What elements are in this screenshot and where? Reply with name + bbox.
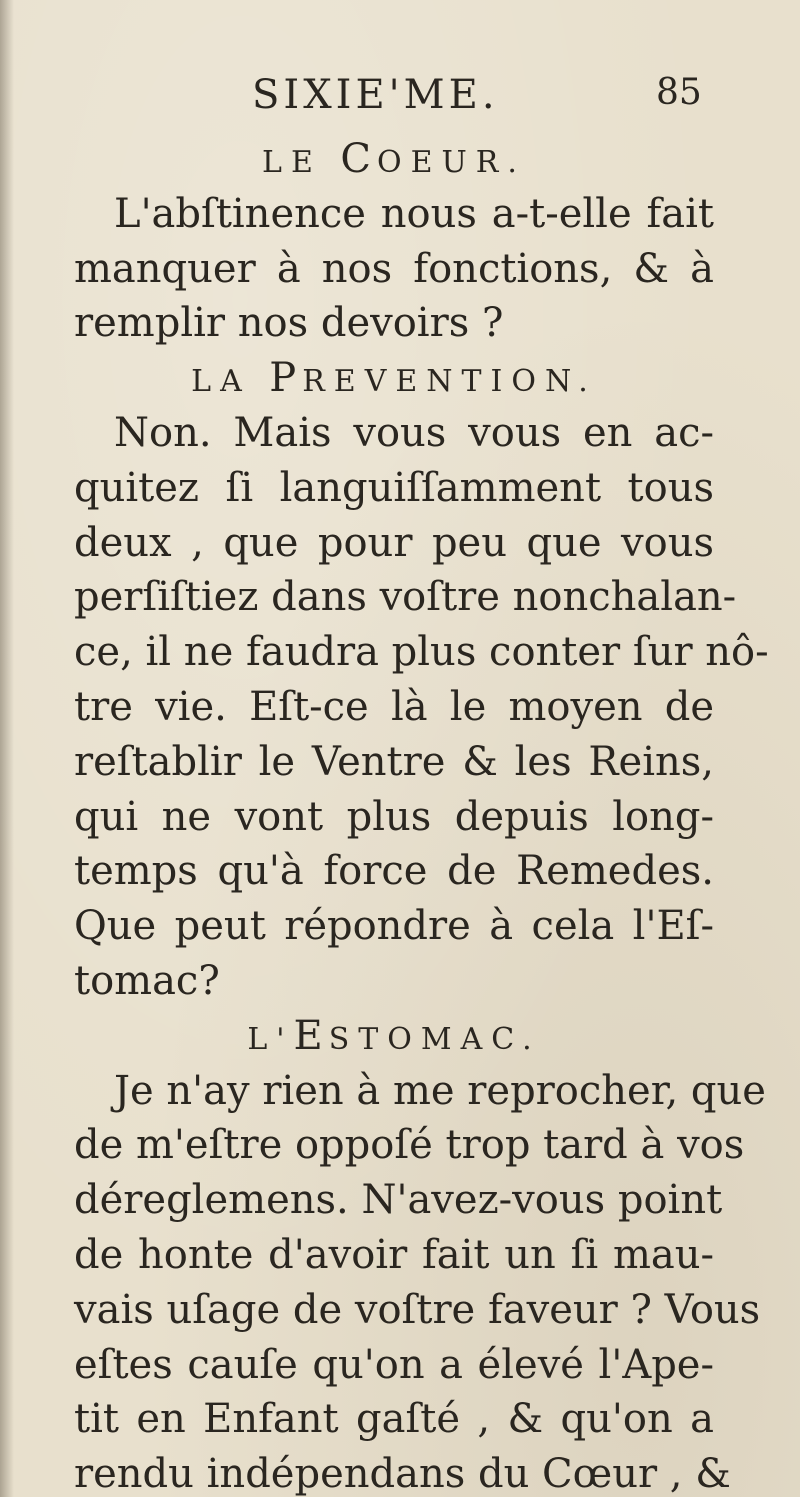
dialogue-text	[74, 132, 769, 1497]
speech-coeur	[74, 187, 714, 351]
text-line: Que peut répondre à cela l'Eſ-	[74, 903, 714, 950]
text-line: temps qu'à force de Remedes.	[74, 848, 714, 895]
speaker-initial: C	[340, 136, 378, 182]
text-line: tomac?	[74, 957, 220, 1004]
text-line: remplir nos devoirs ?	[74, 300, 504, 347]
text-line: ce, il ne faudra plus conter ſur nô-	[74, 629, 769, 676]
speaker-heading-coeur	[74, 132, 714, 187]
speaker-name-rest: REVENTION.	[302, 364, 597, 400]
text-line: de m'eſtre oppoſé trop tard à vos	[74, 1122, 745, 1169]
page-header	[0, 72, 800, 132]
speaker-heading-prevention	[74, 351, 714, 406]
text-line: tit en Enfant gaſté , & qu'on a	[74, 1396, 714, 1443]
text-line: manquer à nos fonctions, & à	[74, 245, 714, 292]
text-line: L'abſtinence nous a-t-elle fait	[114, 190, 714, 237]
speaker-name-rest: OEUR.	[377, 145, 526, 180]
speech-prevention	[74, 406, 769, 1009]
speaker-article: LE	[262, 145, 322, 180]
speech-estomac	[74, 1064, 766, 1497]
text-line: déreglemens. N'avez-vous point	[74, 1177, 723, 1224]
text-line: Non. Mais vous vous en ac-	[114, 409, 714, 456]
text-line: eſtes cauſe qu'on a élevé l'Ape-	[74, 1341, 714, 1388]
text-line: vais uſage de voſtre faveur ? Vous	[74, 1286, 761, 1333]
text-line: tre vie. Eſt-ce là le moyen de	[74, 683, 714, 730]
text-line: Je n'ay rien à me reprocher, que	[114, 1067, 766, 1114]
speaker-name-rest: STOMAC.	[328, 1021, 541, 1057]
text-line: de honte d'avoir fait un ſi mau-	[74, 1231, 714, 1278]
speaker-initial: E	[293, 1012, 329, 1059]
text-line: deux , que pour peu que vous	[74, 519, 714, 566]
speaker-initial: P	[269, 355, 303, 402]
text-line: perſiſtiez dans voſtre nonchalan-	[74, 574, 737, 621]
speaker-article: L'	[247, 1021, 294, 1057]
running-head: SIXIE'ME.	[252, 72, 499, 118]
text-line: quitez ſi languiſſamment tous	[74, 464, 714, 511]
speaker-heading-estomac	[74, 1009, 714, 1064]
page-gutter-shadow	[0, 0, 14, 1497]
page-number: 85	[656, 72, 702, 113]
text-line: qui ne vont plus depuis long-	[74, 793, 714, 840]
text-line: rendu indépendans du Cœur , &	[74, 1451, 731, 1497]
speaker-article: LA	[191, 364, 251, 400]
text-line: reſtablir le Ventre & les Reins,	[74, 738, 714, 785]
